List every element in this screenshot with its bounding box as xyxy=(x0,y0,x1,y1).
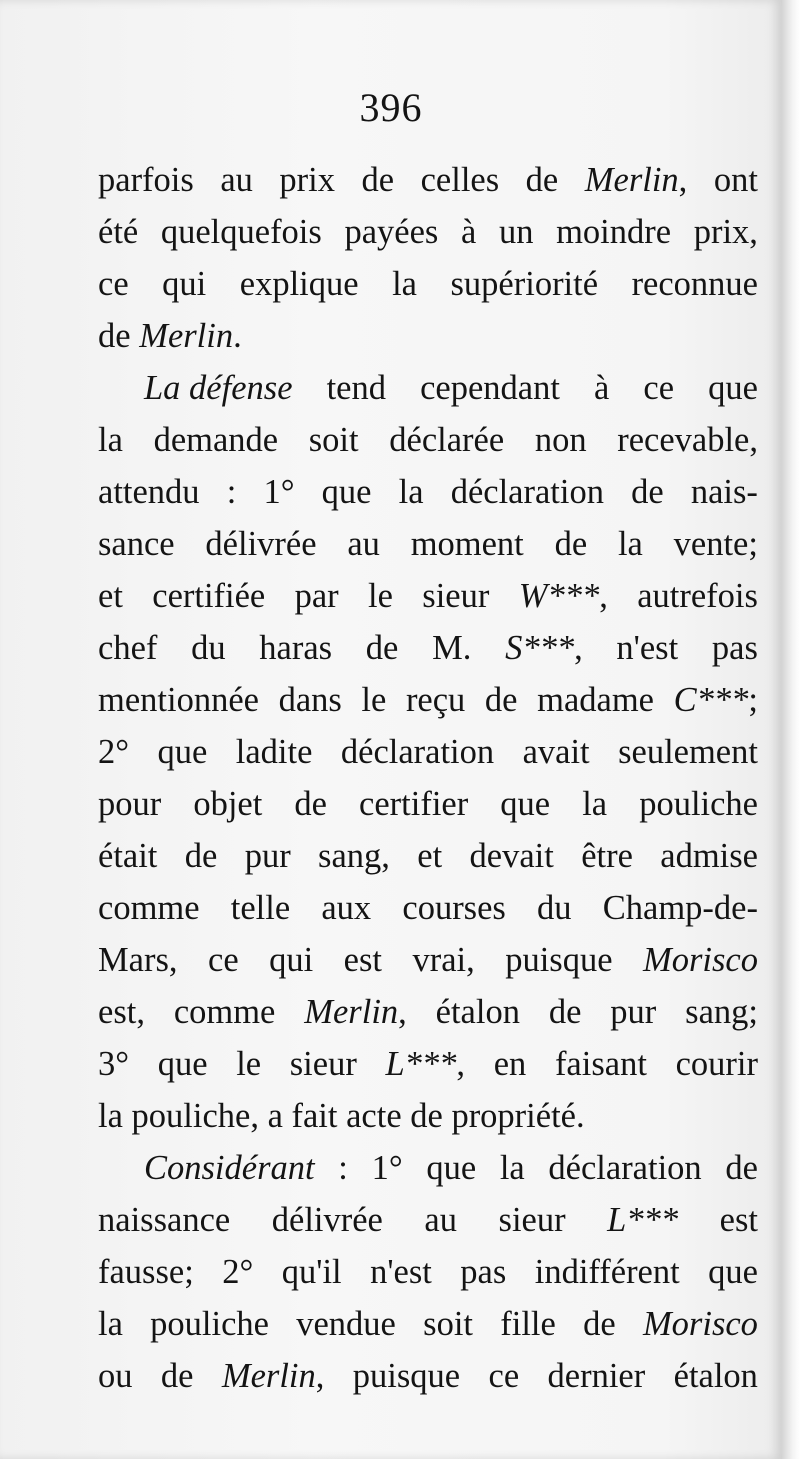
text-line-7 xyxy=(98,466,758,518)
word: est xyxy=(343,941,382,979)
word: L***, xyxy=(385,1045,466,1083)
word: L*** xyxy=(607,1201,679,1239)
word: et xyxy=(98,577,123,615)
word: ce xyxy=(643,369,675,407)
page-edge xyxy=(782,0,800,1459)
text-line-2 xyxy=(98,206,758,258)
word: : xyxy=(338,1149,348,1187)
word: pas xyxy=(460,1253,507,1291)
text-line-24 xyxy=(98,1350,758,1402)
word: par xyxy=(294,577,339,615)
word: autrefois xyxy=(637,577,758,615)
word: pour xyxy=(98,785,162,823)
text-line-16 xyxy=(98,934,758,986)
word: 3° xyxy=(98,1045,130,1083)
word: la xyxy=(392,265,417,303)
word: que xyxy=(708,1253,758,1291)
text-line-18 xyxy=(98,1038,758,1090)
word: du xyxy=(191,629,226,667)
word: sang, xyxy=(318,837,390,875)
word: de xyxy=(160,1357,194,1395)
word: courses xyxy=(402,889,506,927)
word: Merlin, xyxy=(584,161,688,199)
word: qui xyxy=(269,941,314,979)
word: certifier xyxy=(359,785,469,823)
word: délivrée xyxy=(205,525,317,563)
word: Morisco xyxy=(642,1305,758,1343)
text-line-23 xyxy=(98,1298,758,1350)
text-line-10 xyxy=(98,622,758,674)
text-line-19 xyxy=(98,1090,758,1142)
text-line-1 xyxy=(98,154,758,206)
word: la pouliche, a fait acte de propriété. xyxy=(98,1097,585,1135)
word: déclaration xyxy=(450,473,604,511)
word: été xyxy=(98,213,139,251)
word: 2° xyxy=(98,733,130,771)
text-line-17 xyxy=(98,986,758,1038)
word: sance xyxy=(98,525,175,563)
word: comme xyxy=(173,993,276,1031)
word: seulement xyxy=(618,733,758,771)
word: un xyxy=(498,213,534,251)
word: cependant xyxy=(420,369,560,407)
word: soit xyxy=(308,421,359,459)
word: que xyxy=(500,785,551,823)
word: la xyxy=(499,1149,525,1187)
word: vente; xyxy=(673,525,758,563)
word: de xyxy=(525,161,559,199)
text-line-22 xyxy=(98,1246,758,1298)
word: déclaration xyxy=(548,1149,702,1187)
text-line-5 xyxy=(98,362,758,414)
word: pas xyxy=(711,629,758,667)
word: pur xyxy=(610,993,657,1031)
word: ce xyxy=(488,1357,520,1395)
word: puisque xyxy=(505,941,613,979)
text-line-9 xyxy=(98,570,758,622)
word: comme xyxy=(98,889,200,927)
word: à xyxy=(594,369,610,407)
word: était xyxy=(98,837,158,875)
word: moindre xyxy=(556,213,672,251)
word: ce xyxy=(98,265,129,303)
word: n'est xyxy=(370,1253,432,1291)
word: vendue xyxy=(296,1305,396,1343)
word: prix xyxy=(279,161,335,199)
word: supériorité xyxy=(450,265,599,303)
word: la xyxy=(98,1305,123,1343)
word: étalon xyxy=(435,993,520,1031)
page-number: 396 xyxy=(359,85,423,130)
word: indifférent xyxy=(534,1253,680,1291)
word: celles xyxy=(420,161,500,199)
word: non xyxy=(534,421,587,459)
word: vrai, xyxy=(412,941,475,979)
word: la xyxy=(98,421,123,459)
word: mentionnée xyxy=(98,681,259,719)
word: ont xyxy=(713,161,758,199)
word: : xyxy=(226,473,237,511)
word: tend xyxy=(326,369,386,407)
text-line-21 xyxy=(98,1194,758,1246)
text-line-6 xyxy=(98,414,758,466)
word: telle xyxy=(230,889,291,927)
word: du xyxy=(537,889,572,927)
word: objet xyxy=(193,785,263,823)
word: S***, xyxy=(505,629,583,667)
word: de xyxy=(294,785,327,823)
word: aux xyxy=(321,889,372,927)
word: demande xyxy=(153,421,279,459)
word: que xyxy=(157,733,208,771)
word: recevable, xyxy=(617,421,758,459)
word: quelquefois xyxy=(160,213,322,251)
word: sieur xyxy=(289,1045,357,1083)
word: parfois xyxy=(98,161,194,199)
word: admise xyxy=(660,837,758,875)
word: courir xyxy=(675,1045,758,1083)
word: fausse; xyxy=(98,1253,194,1291)
word: de xyxy=(184,837,218,875)
word: Merlin, xyxy=(221,1357,325,1395)
word: moment xyxy=(410,525,524,563)
word: la xyxy=(398,473,424,511)
text-line-13 xyxy=(98,778,758,830)
text-line-8 xyxy=(98,518,758,570)
word: étalon xyxy=(673,1357,758,1395)
word: naissance xyxy=(98,1201,231,1239)
word: Considérant xyxy=(144,1149,315,1187)
word: déclarée xyxy=(389,421,505,459)
word: prix, xyxy=(693,213,758,251)
word: dans xyxy=(278,681,342,719)
word: sieur xyxy=(498,1201,566,1239)
word: être xyxy=(581,837,633,875)
word: que xyxy=(426,1149,477,1187)
word: C***; xyxy=(673,681,758,719)
word: de xyxy=(365,629,399,667)
word: et xyxy=(417,837,443,875)
word: 1° xyxy=(263,473,295,511)
word: ou xyxy=(98,1357,133,1395)
word: au xyxy=(347,525,380,563)
body-text xyxy=(98,154,758,1402)
word: avait xyxy=(522,733,590,771)
word: déclaration xyxy=(340,733,495,771)
word: nais- xyxy=(690,473,758,511)
word: le xyxy=(361,681,387,719)
word: certifiée xyxy=(152,577,266,615)
word: 1° xyxy=(371,1149,403,1187)
word: fille xyxy=(500,1305,556,1343)
word: le xyxy=(368,577,393,615)
word: La défense xyxy=(144,369,293,407)
word: attendu xyxy=(98,473,200,511)
word: explique xyxy=(239,265,359,303)
word: haras xyxy=(259,629,333,667)
word: Mars, xyxy=(98,941,178,979)
word: Merlin, xyxy=(304,993,407,1031)
word: de Merlin. xyxy=(98,317,242,355)
text-line-20 xyxy=(98,1142,758,1194)
word: de xyxy=(583,1305,616,1343)
word: de xyxy=(484,681,518,719)
text-line-14 xyxy=(98,830,758,882)
word: W***, xyxy=(518,577,608,615)
text-line-12 xyxy=(98,726,758,778)
word: reçu xyxy=(405,681,466,719)
word: madame xyxy=(537,681,654,719)
word: que xyxy=(157,1045,208,1083)
word: que xyxy=(708,369,758,407)
word: la xyxy=(617,525,643,563)
word: sieur xyxy=(422,577,490,615)
word: de xyxy=(554,525,588,563)
word: soit xyxy=(423,1305,473,1343)
word: n'est xyxy=(616,629,679,667)
word: qui xyxy=(162,265,207,303)
word: la xyxy=(582,785,608,823)
word: est xyxy=(719,1201,758,1239)
word: M. xyxy=(432,629,472,667)
word: faisant xyxy=(554,1045,647,1083)
word: au xyxy=(424,1201,457,1239)
word: en xyxy=(493,1045,527,1083)
word: de xyxy=(548,993,582,1031)
text-line-11 xyxy=(98,674,758,726)
word: que xyxy=(321,473,372,511)
word: ce xyxy=(208,941,239,979)
word: payées xyxy=(344,213,439,251)
word: de xyxy=(631,473,664,511)
word: chef xyxy=(98,629,158,667)
word: puisque xyxy=(352,1357,461,1395)
word: devait xyxy=(469,837,554,875)
word: de xyxy=(361,161,395,199)
word: Morisco xyxy=(643,941,758,979)
word: de xyxy=(725,1149,758,1187)
word: dernier xyxy=(547,1357,646,1395)
word: le xyxy=(236,1045,262,1083)
word: sang; xyxy=(685,993,758,1031)
word: pur xyxy=(244,837,291,875)
word: qu'il xyxy=(281,1253,342,1291)
text-line-4 xyxy=(98,310,758,362)
word: est, xyxy=(98,993,145,1031)
word: reconnue xyxy=(631,265,758,303)
word: pouliche xyxy=(150,1305,269,1343)
word: ladite xyxy=(235,733,313,771)
text-line-15 xyxy=(98,882,758,934)
word: à xyxy=(460,213,477,251)
word: pouliche xyxy=(639,785,758,823)
text-line-3 xyxy=(98,258,758,310)
word: délivrée xyxy=(271,1201,383,1239)
word: 2° xyxy=(222,1253,254,1291)
word: au xyxy=(220,161,253,199)
word: Champ-de- xyxy=(602,889,758,927)
